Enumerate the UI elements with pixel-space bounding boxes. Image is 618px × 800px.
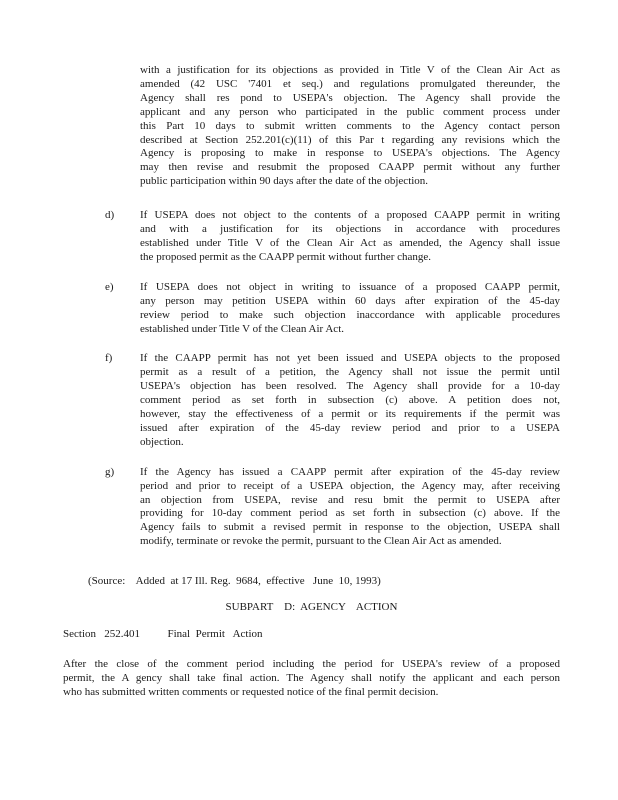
text-line: however, stay the effectiveness of a permit or its requirements if the permit was <box>140 408 560 421</box>
text-line: described at Section 252.201(c)(11) of this Par t regarding any revisions which the <box>140 133 560 146</box>
item-label-e: e) <box>105 280 114 293</box>
text-line: USEPA's objection has been resolved. The Agency shall provide for a 10-day <box>140 380 560 393</box>
item-body-e <box>140 281 560 337</box>
list-item-g <box>63 466 560 549</box>
text-line: any person may petition USEPA within 60 days after expiration of the 45-day <box>140 294 560 307</box>
item-label-g: g) <box>105 465 115 478</box>
text-line: who has submitted written comments or requested notice of the final permit decision. <box>63 685 439 698</box>
paragraph-continuation <box>140 64 560 189</box>
text-line: may then revise and resubmit the proposed CAAPP permit without any further <box>140 161 560 174</box>
text-line: providing for 10-day comment period as set forth in subsection (c) above. If the <box>140 507 560 520</box>
list-item-e <box>63 281 560 337</box>
text-line: this Part 10 days to submit written comments to the Agency contact person <box>140 119 560 132</box>
closing-paragraph <box>63 658 560 700</box>
item-body-f <box>140 352 560 449</box>
item-label-d: d) <box>105 209 115 222</box>
text-line: period and prior to receipt of a USEPA objection, the Agency may, after receiving <box>140 479 560 492</box>
text-line: Agency is proposing to make in response to USEPA's objections. The Agency <box>140 147 560 160</box>
text-line: objection. <box>140 435 184 448</box>
list-item-d <box>63 209 560 265</box>
text-line: Agency fails to submit a revised permit in response to the objection, USEPA shall <box>140 521 560 534</box>
text-line: amended (42 USC '7401 et seq.) and regulations promulgated thereunder, the <box>140 77 560 90</box>
section-heading: Section 252.401 Final Permit Action <box>63 628 263 640</box>
text-line: an objection from USEPA, revise and resu bmit the permit to USEPA after <box>140 493 560 506</box>
text-line: If the Agency has issued a CAAPP permit after expiration of the 45-day review <box>140 465 560 478</box>
text-line: with a justification for its objections as provided in Title V of the Clean Air Act as <box>140 64 560 76</box>
text-line: permit as a result of a petition, the Agency shall not issue the permit until <box>140 366 560 379</box>
item-label-f: f) <box>105 352 113 365</box>
text-line: permit, the A gency shall take final action. The Agency shall notify the applicant and each person <box>63 671 560 684</box>
source-note: (Source: Added at 17 Ill. Reg. 9684, effective June 10, 1993) <box>88 575 381 588</box>
text-line: the proposed permit as the CAAPP permit without further change. <box>140 250 432 263</box>
text-line: Agency shall res pond to USEPA's objection. The Agency shall provide the <box>140 91 560 104</box>
text-line: comment period as set forth in subsection (c) above. A petition does not, <box>140 394 560 407</box>
text-line: established under Title V of the Clean Air Act. <box>140 322 344 335</box>
text-line: If the CAAPP permit has not yet been issued and USEPA objects to the proposed <box>140 352 560 365</box>
text-line: review period to make such objection inaccordance with applicable procedures <box>140 308 560 321</box>
text-line: public participation within 90 days after the date of the objection. <box>140 175 429 188</box>
text-line: established under Title V of the Clean Air Act as amended, the Agency shall issue <box>140 236 560 249</box>
text-line: and with a justification for its objections in accordance with procedures <box>140 223 560 236</box>
list-item-f <box>63 352 560 449</box>
item-body-g <box>140 466 560 549</box>
subpart-heading: SUBPART D: AGENCY ACTION <box>225 601 398 614</box>
text-line: After the close of the comment period including the period for USEPA's review of a proposed <box>63 657 560 670</box>
text-line: issued after expiration of the 45-day review period and prior to a USEPA <box>140 421 560 434</box>
text-line: applicant and any person who participated in the public comment process under <box>140 105 560 118</box>
item-body-d <box>140 209 560 265</box>
text-line: If USEPA does not object to the contents of a proposed CAAPP permit in writing <box>140 209 560 222</box>
text-line: modify, terminate or revoke the permit, pursuant to the Clean Air Act as amended. <box>140 535 502 548</box>
text-line: If USEPA does not object in writing to issuance of a proposed CAAPP permit, <box>140 280 560 293</box>
